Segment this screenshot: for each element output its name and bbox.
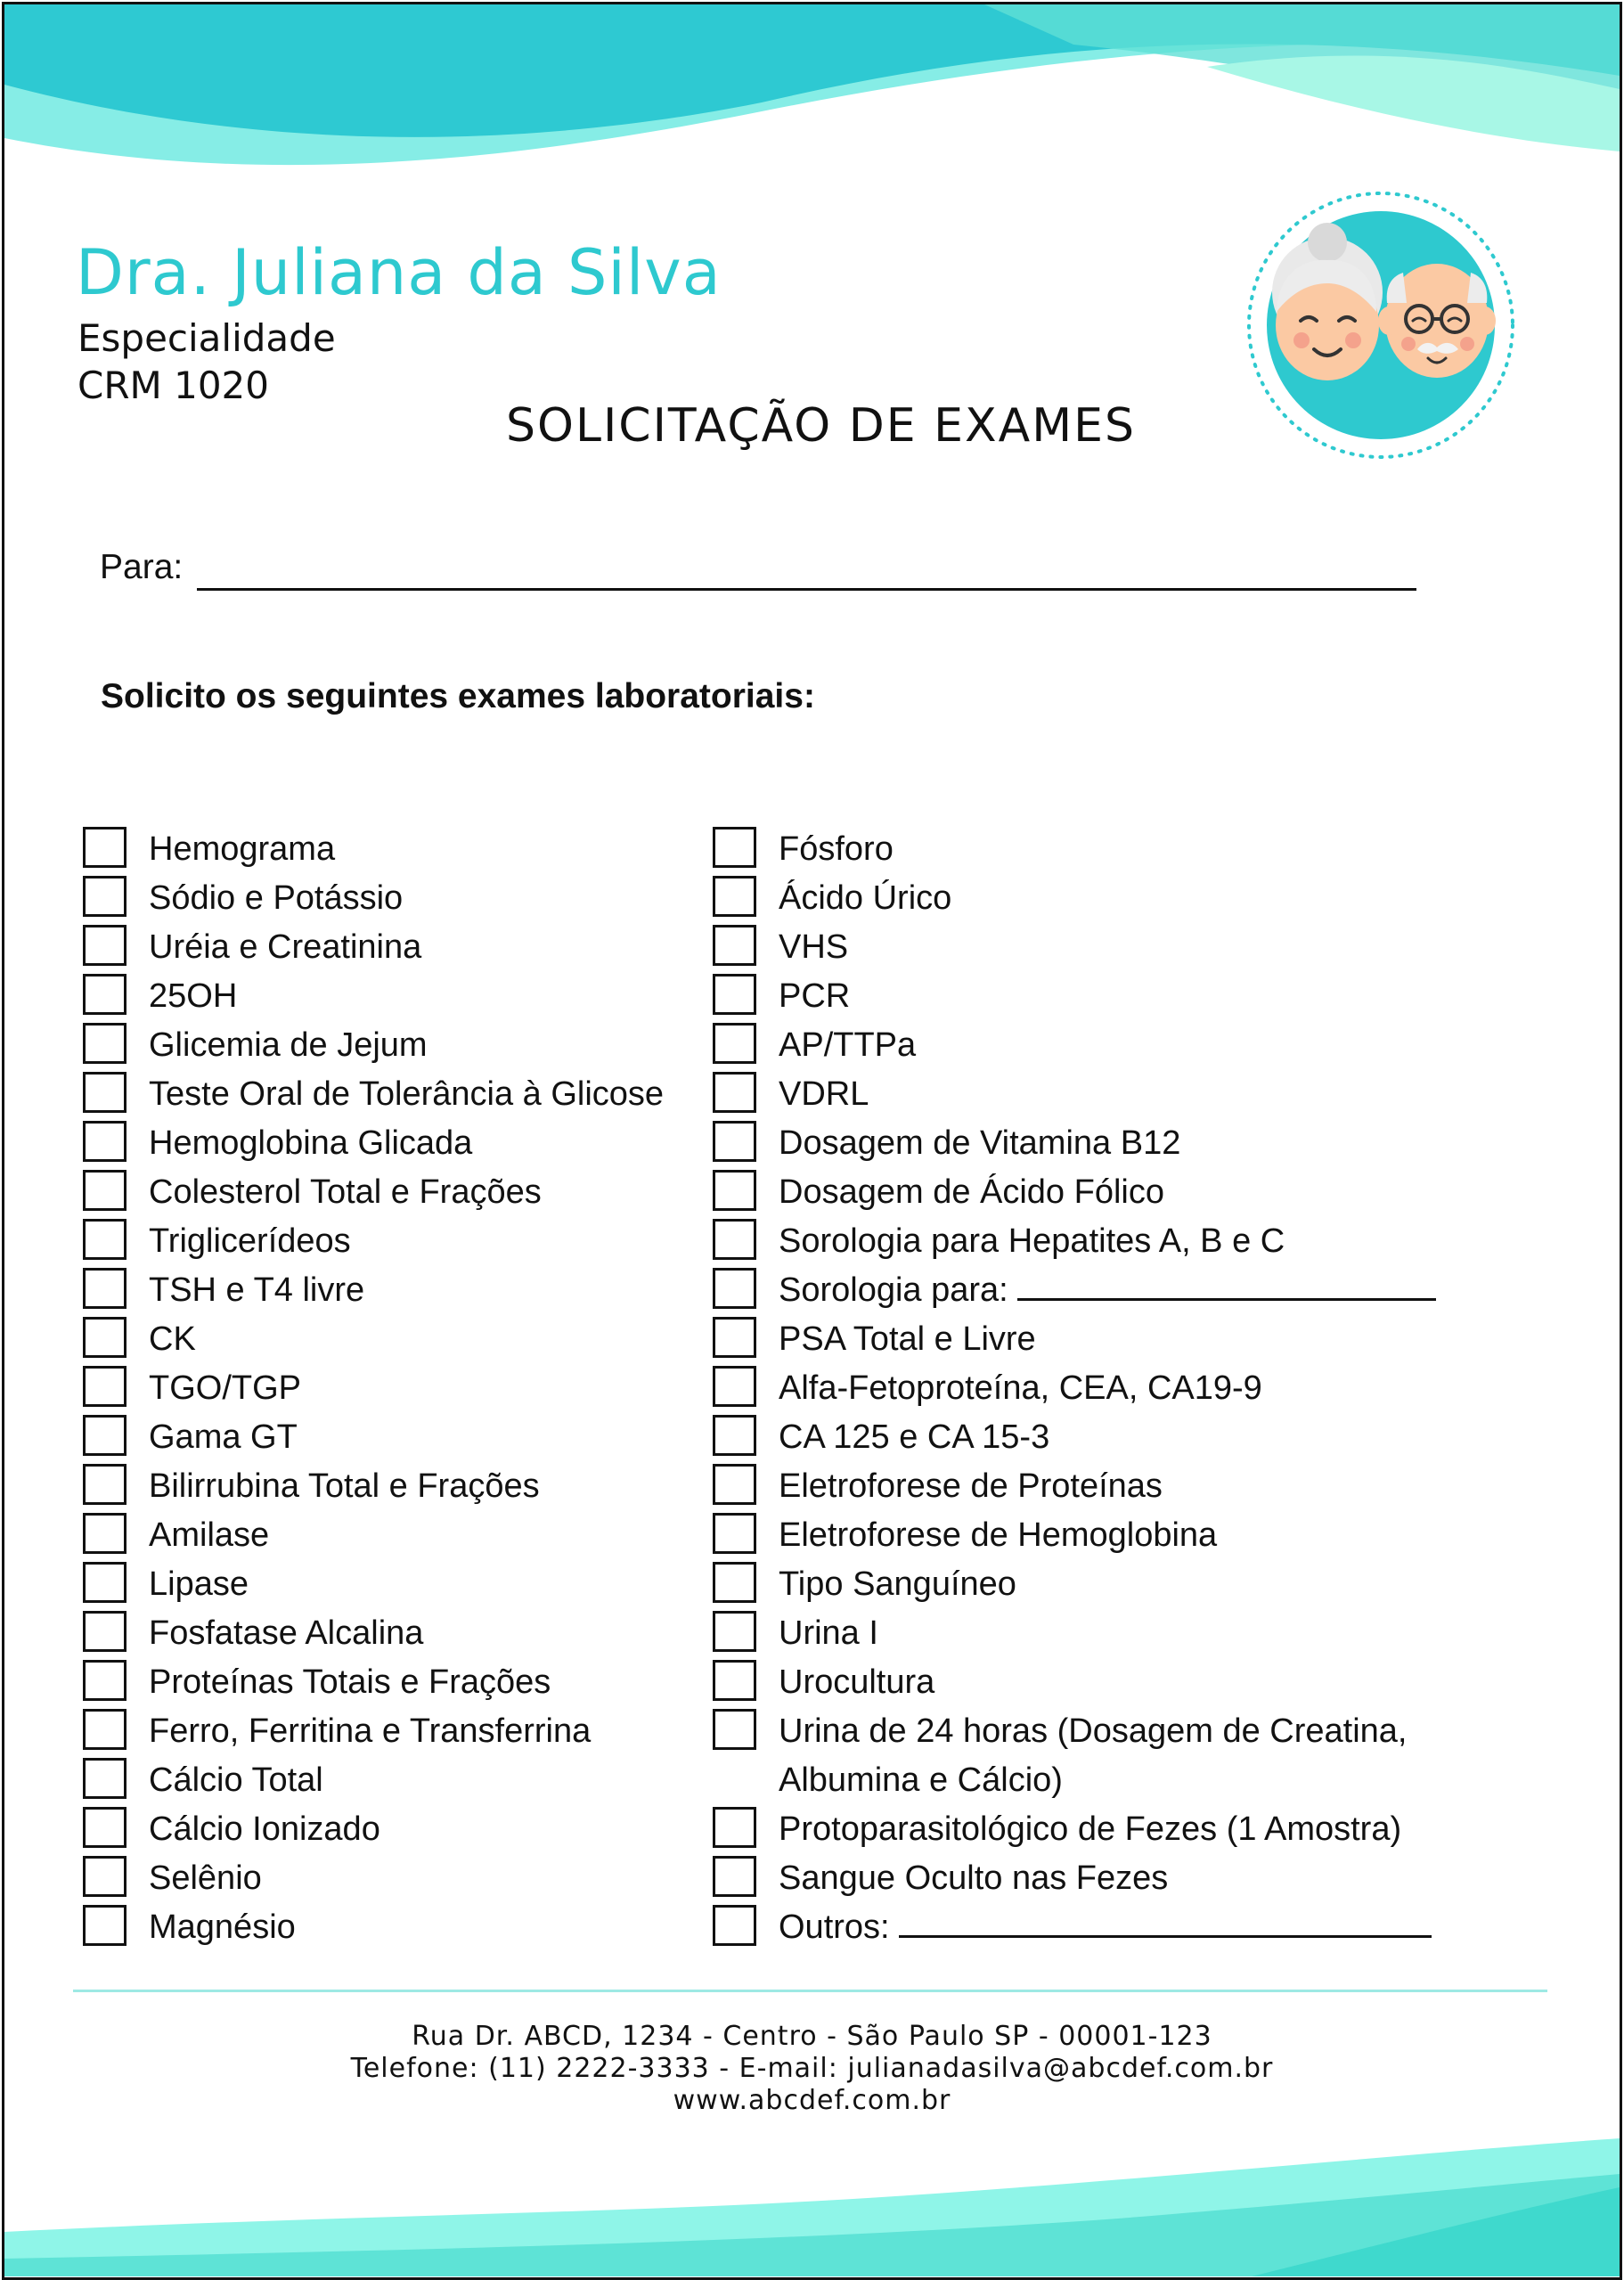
exam-label: Cálcio Total: [149, 1761, 323, 1799]
checkbox[interactable]: [83, 1709, 126, 1750]
sorologia-input-line[interactable]: [1017, 1266, 1436, 1301]
checkbox[interactable]: [713, 876, 756, 917]
exam-label-continuation: Albumina e Cálcio): [779, 1761, 1063, 1799]
footer-website[interactable]: www.abcdef.com.br: [673, 2085, 951, 2116]
checkbox[interactable]: [83, 1856, 126, 1897]
checkbox[interactable]: [713, 974, 756, 1015]
exam-label: Teste Oral de Tolerância à Glicose: [149, 1075, 665, 1113]
checkbox[interactable]: [713, 1856, 756, 1897]
checkbox[interactable]: [83, 1366, 126, 1407]
para-label: Para:: [100, 548, 184, 586]
exam-label: Ácido Úrico: [779, 879, 952, 917]
checkbox[interactable]: [713, 1415, 756, 1456]
exam-label: Selênio: [149, 1859, 262, 1897]
checkbox[interactable]: [83, 1562, 126, 1603]
checkbox[interactable]: [83, 1905, 126, 1946]
exam-label: VHS: [779, 928, 849, 966]
exam-label: Gama GT: [149, 1418, 298, 1456]
outros-input-line[interactable]: [899, 1903, 1432, 1938]
checkbox[interactable]: [713, 925, 756, 966]
exam-label: Amilase: [149, 1516, 270, 1554]
exam-label: Ferro, Ferritina e Transferrina: [149, 1712, 592, 1750]
exam-label: Fosfatase Alcalina: [149, 1614, 424, 1652]
exam-label: VDRL: [779, 1075, 869, 1113]
checkbox[interactable]: [713, 1562, 756, 1603]
exam-label: PCR: [779, 977, 851, 1015]
checkbox[interactable]: [83, 1464, 126, 1505]
checkbox[interactable]: [713, 1268, 756, 1309]
doctor-name: Dra. Juliana da Silva: [76, 236, 722, 309]
exam-label: 25OH: [149, 977, 238, 1015]
checkbox[interactable]: [713, 1905, 756, 1946]
exam-label: Eletroforese de Proteínas: [779, 1467, 1163, 1505]
exam-label: Eletroforese de Hemoglobina: [779, 1516, 1218, 1554]
exam-label: Protoparasitológico de Fezes (1 Amostra): [779, 1810, 1402, 1848]
top-wave-decoration: [4, 4, 1620, 200]
checkbox[interactable]: [83, 1023, 126, 1064]
exam-label: Sangue Oculto nas Fezes: [779, 1859, 1169, 1897]
exam-label: Dosagem de Vitamina B12: [779, 1124, 1181, 1162]
exam-label: Sódio e Potássio: [149, 879, 404, 917]
checkbox[interactable]: [713, 1366, 756, 1407]
checkbox[interactable]: [83, 1219, 126, 1260]
checkbox[interactable]: [713, 1660, 756, 1701]
exam-label: Colesterol Total e Frações: [149, 1173, 542, 1211]
checkbox[interactable]: [83, 1121, 126, 1162]
exam-label: Urina de 24 horas (Dosagem de Creatina,: [779, 1712, 1408, 1750]
exam-label: AP/TTPa: [779, 1026, 917, 1064]
exam-label: PSA Total e Livre: [779, 1320, 1036, 1358]
footer-divider: [73, 1990, 1547, 1992]
exam-label: TSH e T4 livre: [149, 1271, 365, 1309]
exam-label: Bilirrubina Total e Frações: [149, 1467, 540, 1505]
checkbox[interactable]: [713, 1023, 756, 1064]
checkbox[interactable]: [83, 1660, 126, 1701]
exam-label: Hemoglobina Glicada: [149, 1124, 473, 1162]
exam-label: Lipase: [149, 1565, 249, 1603]
exam-label: Fósforo: [779, 830, 894, 868]
checkbox[interactable]: [83, 1268, 126, 1309]
checkbox[interactable]: [713, 1709, 756, 1750]
checkbox[interactable]: [713, 1513, 756, 1554]
checkbox[interactable]: [713, 1170, 756, 1211]
form-title: SOLICITAÇÃO DE EXAMES: [506, 399, 1136, 453]
exam-label: Outros:: [779, 1908, 890, 1946]
exam-label-with-blank: [779, 1903, 1432, 1952]
exam-label: Alfa-Fetoproteína, CEA, CA19-9: [779, 1369, 1262, 1407]
checkbox[interactable]: [83, 1513, 126, 1554]
exam-label: Proteínas Totais e Frações: [149, 1663, 551, 1701]
checkbox[interactable]: [83, 1072, 126, 1113]
checkbox[interactable]: [83, 1317, 126, 1358]
exam-label: Tipo Sanguíneo: [779, 1565, 1016, 1603]
checkbox[interactable]: [83, 876, 126, 917]
exam-label: Sorologia para Hepatites A, B e C: [779, 1222, 1285, 1260]
exam-label: CK: [149, 1320, 196, 1358]
doctor-specialty: Especialidade: [78, 316, 336, 360]
exam-label: Sorologia para:: [779, 1271, 1008, 1309]
exam-label: CA 125 e CA 15-3: [779, 1418, 1050, 1456]
exam-label: Cálcio Ionizado: [149, 1810, 380, 1848]
exam-label: TGO/TGP: [149, 1369, 301, 1407]
checkbox[interactable]: [83, 827, 126, 868]
checkbox[interactable]: [83, 1611, 126, 1652]
exam-label: Hemograma: [149, 830, 336, 868]
checkbox[interactable]: [713, 1317, 756, 1358]
checkbox[interactable]: [83, 1807, 126, 1848]
exam-label: Urina I: [779, 1614, 878, 1652]
checkbox[interactable]: [713, 1121, 756, 1162]
checkbox[interactable]: [83, 925, 126, 966]
checkbox[interactable]: [713, 1807, 756, 1848]
checkbox[interactable]: [713, 827, 756, 868]
exam-label: Urocultura: [779, 1663, 935, 1701]
doctor-crm: CRM 1020: [78, 364, 269, 407]
exam-label: Triglicerídeos: [149, 1222, 351, 1260]
checkbox[interactable]: [83, 1415, 126, 1456]
checkbox[interactable]: [713, 1464, 756, 1505]
exam-label: Magnésio: [149, 1908, 296, 1946]
footer-address: Rua Dr. ABCD, 1234 - Centro - São Paulo SP - 00001-123: [412, 2021, 1212, 2052]
checkbox[interactable]: [713, 1611, 756, 1652]
checkbox[interactable]: [83, 1170, 126, 1211]
exam-label: Uréia e Creatinina: [149, 928, 422, 966]
para-input-line[interactable]: [197, 588, 1416, 591]
checkbox[interactable]: [83, 974, 126, 1015]
bottom-wave-decoration: [4, 2134, 1620, 2276]
footer-contact: Telefone: (11) 2222-3333 - E-mail: julianadasilva@abcdef.com.br: [350, 2053, 1274, 2084]
exam-label: Dosagem de Ácido Fólico: [779, 1173, 1164, 1211]
checkbox[interactable]: [713, 1072, 756, 1113]
checkbox[interactable]: [83, 1758, 126, 1799]
exam-label-with-blank: [779, 1266, 1436, 1315]
intro-text: Solicito os seguintes exames laboratoriais:: [101, 677, 815, 715]
checkbox[interactable]: [713, 1219, 756, 1260]
exam-label: Glicemia de Jejum: [149, 1026, 428, 1064]
